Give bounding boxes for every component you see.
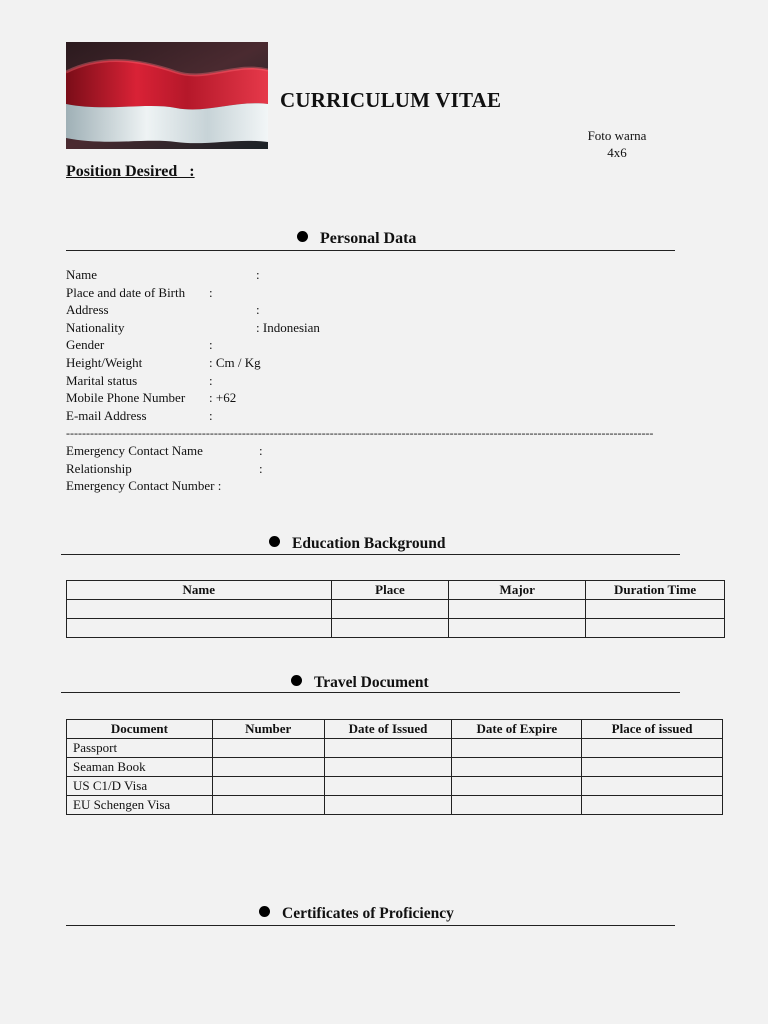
table-cell[interactable] bbox=[331, 619, 449, 638]
column-header: Document bbox=[67, 720, 213, 739]
bullet-icon bbox=[291, 675, 302, 686]
field-label: Place and date of Birth bbox=[66, 284, 186, 300]
field-value[interactable]: : bbox=[256, 267, 260, 282]
field-label: Relationship bbox=[66, 460, 132, 476]
personal-field-row bbox=[66, 408, 466, 425]
personal-field-row bbox=[66, 373, 466, 390]
field-label: Address bbox=[66, 302, 109, 318]
education-heading: Education Background bbox=[269, 535, 445, 553]
table-row bbox=[67, 796, 723, 815]
table-cell[interactable] bbox=[212, 739, 324, 758]
personal-field-row bbox=[66, 390, 466, 407]
column-header: Date of Issued bbox=[324, 720, 452, 739]
section-divider bbox=[61, 692, 680, 693]
table-cell[interactable] bbox=[452, 796, 582, 815]
field-label: Height/Weight bbox=[66, 355, 143, 370]
personal-field-row bbox=[66, 337, 466, 354]
emergency-field-row bbox=[66, 461, 466, 478]
bullet-icon bbox=[259, 906, 270, 917]
document-type-cell: Passport bbox=[67, 739, 213, 758]
table-cell[interactable] bbox=[67, 619, 332, 638]
table-cell[interactable] bbox=[324, 796, 452, 815]
table-cell[interactable] bbox=[324, 739, 452, 758]
personal-field-row bbox=[66, 285, 466, 302]
column-header: Number bbox=[212, 720, 324, 739]
field-value[interactable]: : Indonesian bbox=[256, 319, 320, 335]
table-cell[interactable] bbox=[452, 739, 582, 758]
table-row bbox=[67, 619, 725, 638]
field-label: Emergency Contact Name bbox=[66, 443, 203, 458]
field-label: Gender bbox=[66, 337, 105, 353]
table-cell[interactable] bbox=[449, 619, 586, 638]
field-label: Emergency Contact Number : bbox=[66, 478, 222, 494]
column-header: Date of Expire bbox=[452, 720, 582, 739]
table-row bbox=[67, 758, 723, 777]
column-header: Name bbox=[67, 581, 332, 600]
table-cell[interactable] bbox=[212, 758, 324, 777]
field-label: Name bbox=[66, 267, 98, 282]
field-value[interactable]: : bbox=[259, 460, 263, 476]
table-cell[interactable] bbox=[586, 600, 725, 619]
bullet-icon bbox=[269, 536, 280, 547]
personal-field-row bbox=[66, 267, 466, 284]
table-cell[interactable] bbox=[582, 796, 723, 815]
field-label: E-mail Address bbox=[66, 407, 147, 423]
table-header-row bbox=[67, 581, 725, 600]
field-value[interactable]: : bbox=[209, 284, 213, 300]
table-cell[interactable] bbox=[582, 739, 723, 758]
bullet-icon bbox=[297, 231, 308, 242]
education-table bbox=[66, 580, 725, 638]
travel-document-heading: Travel Document bbox=[291, 674, 429, 692]
field-label: Marital status bbox=[66, 372, 138, 388]
emergency-field-row bbox=[66, 478, 466, 495]
table-row bbox=[67, 777, 723, 796]
table-cell[interactable] bbox=[452, 758, 582, 777]
table-cell[interactable] bbox=[582, 758, 723, 777]
separator-line: --------------------------------------------------------------------------------------------------------------------------------------------------- bbox=[66, 426, 654, 440]
section-divider bbox=[61, 554, 680, 555]
field-label: Mobile Phone Number bbox=[66, 390, 186, 406]
field-value[interactable]: : bbox=[209, 407, 213, 423]
table-cell[interactable] bbox=[586, 619, 725, 638]
document-type-cell: US C1/D Visa bbox=[67, 777, 213, 796]
section-divider bbox=[66, 250, 675, 251]
position-desired-label: Position Desired : bbox=[66, 163, 195, 180]
field-value[interactable]: : bbox=[209, 372, 213, 388]
document-type-cell: Seaman Book bbox=[67, 758, 213, 777]
photo-size-label: 4x6 bbox=[607, 145, 627, 160]
column-header: Major bbox=[449, 581, 586, 600]
field-value[interactable]: : Cm / Kg bbox=[209, 355, 261, 370]
emergency-field-row bbox=[66, 443, 466, 460]
table-cell[interactable] bbox=[582, 777, 723, 796]
page-title: CURRICULUM VITAE bbox=[280, 88, 502, 112]
table-cell[interactable] bbox=[331, 600, 449, 619]
column-header: Duration Time bbox=[586, 581, 725, 600]
field-value[interactable]: : bbox=[209, 337, 213, 353]
personal-data-heading: Personal Data bbox=[297, 230, 416, 248]
personal-field-row bbox=[66, 302, 466, 319]
table-cell[interactable] bbox=[324, 777, 452, 796]
table-cell[interactable] bbox=[452, 777, 582, 796]
table-cell[interactable] bbox=[212, 777, 324, 796]
field-label: Nationality bbox=[66, 319, 125, 335]
field-value[interactable]: : bbox=[256, 302, 260, 318]
table-cell[interactable] bbox=[449, 600, 586, 619]
table-row bbox=[67, 600, 725, 619]
table-cell[interactable] bbox=[324, 758, 452, 777]
table-header-row bbox=[67, 720, 723, 739]
field-value[interactable]: : +62 bbox=[209, 390, 237, 406]
table-cell[interactable] bbox=[212, 796, 324, 815]
column-header: Place bbox=[331, 581, 449, 600]
indonesian-flag-image bbox=[66, 42, 268, 149]
personal-field-row bbox=[66, 320, 466, 337]
personal-field-row bbox=[66, 355, 466, 372]
photo-placeholder-label: Foto warna bbox=[587, 128, 647, 143]
field-value[interactable]: : bbox=[259, 443, 263, 458]
column-header: Place of issued bbox=[582, 720, 723, 739]
section-divider bbox=[66, 925, 675, 926]
certificates-heading: Certificates of Proficiency bbox=[259, 905, 454, 923]
document-type-cell: EU Schengen Visa bbox=[67, 796, 213, 815]
travel-document-table bbox=[66, 719, 723, 815]
table-row bbox=[67, 739, 723, 758]
table-cell[interactable] bbox=[67, 600, 332, 619]
